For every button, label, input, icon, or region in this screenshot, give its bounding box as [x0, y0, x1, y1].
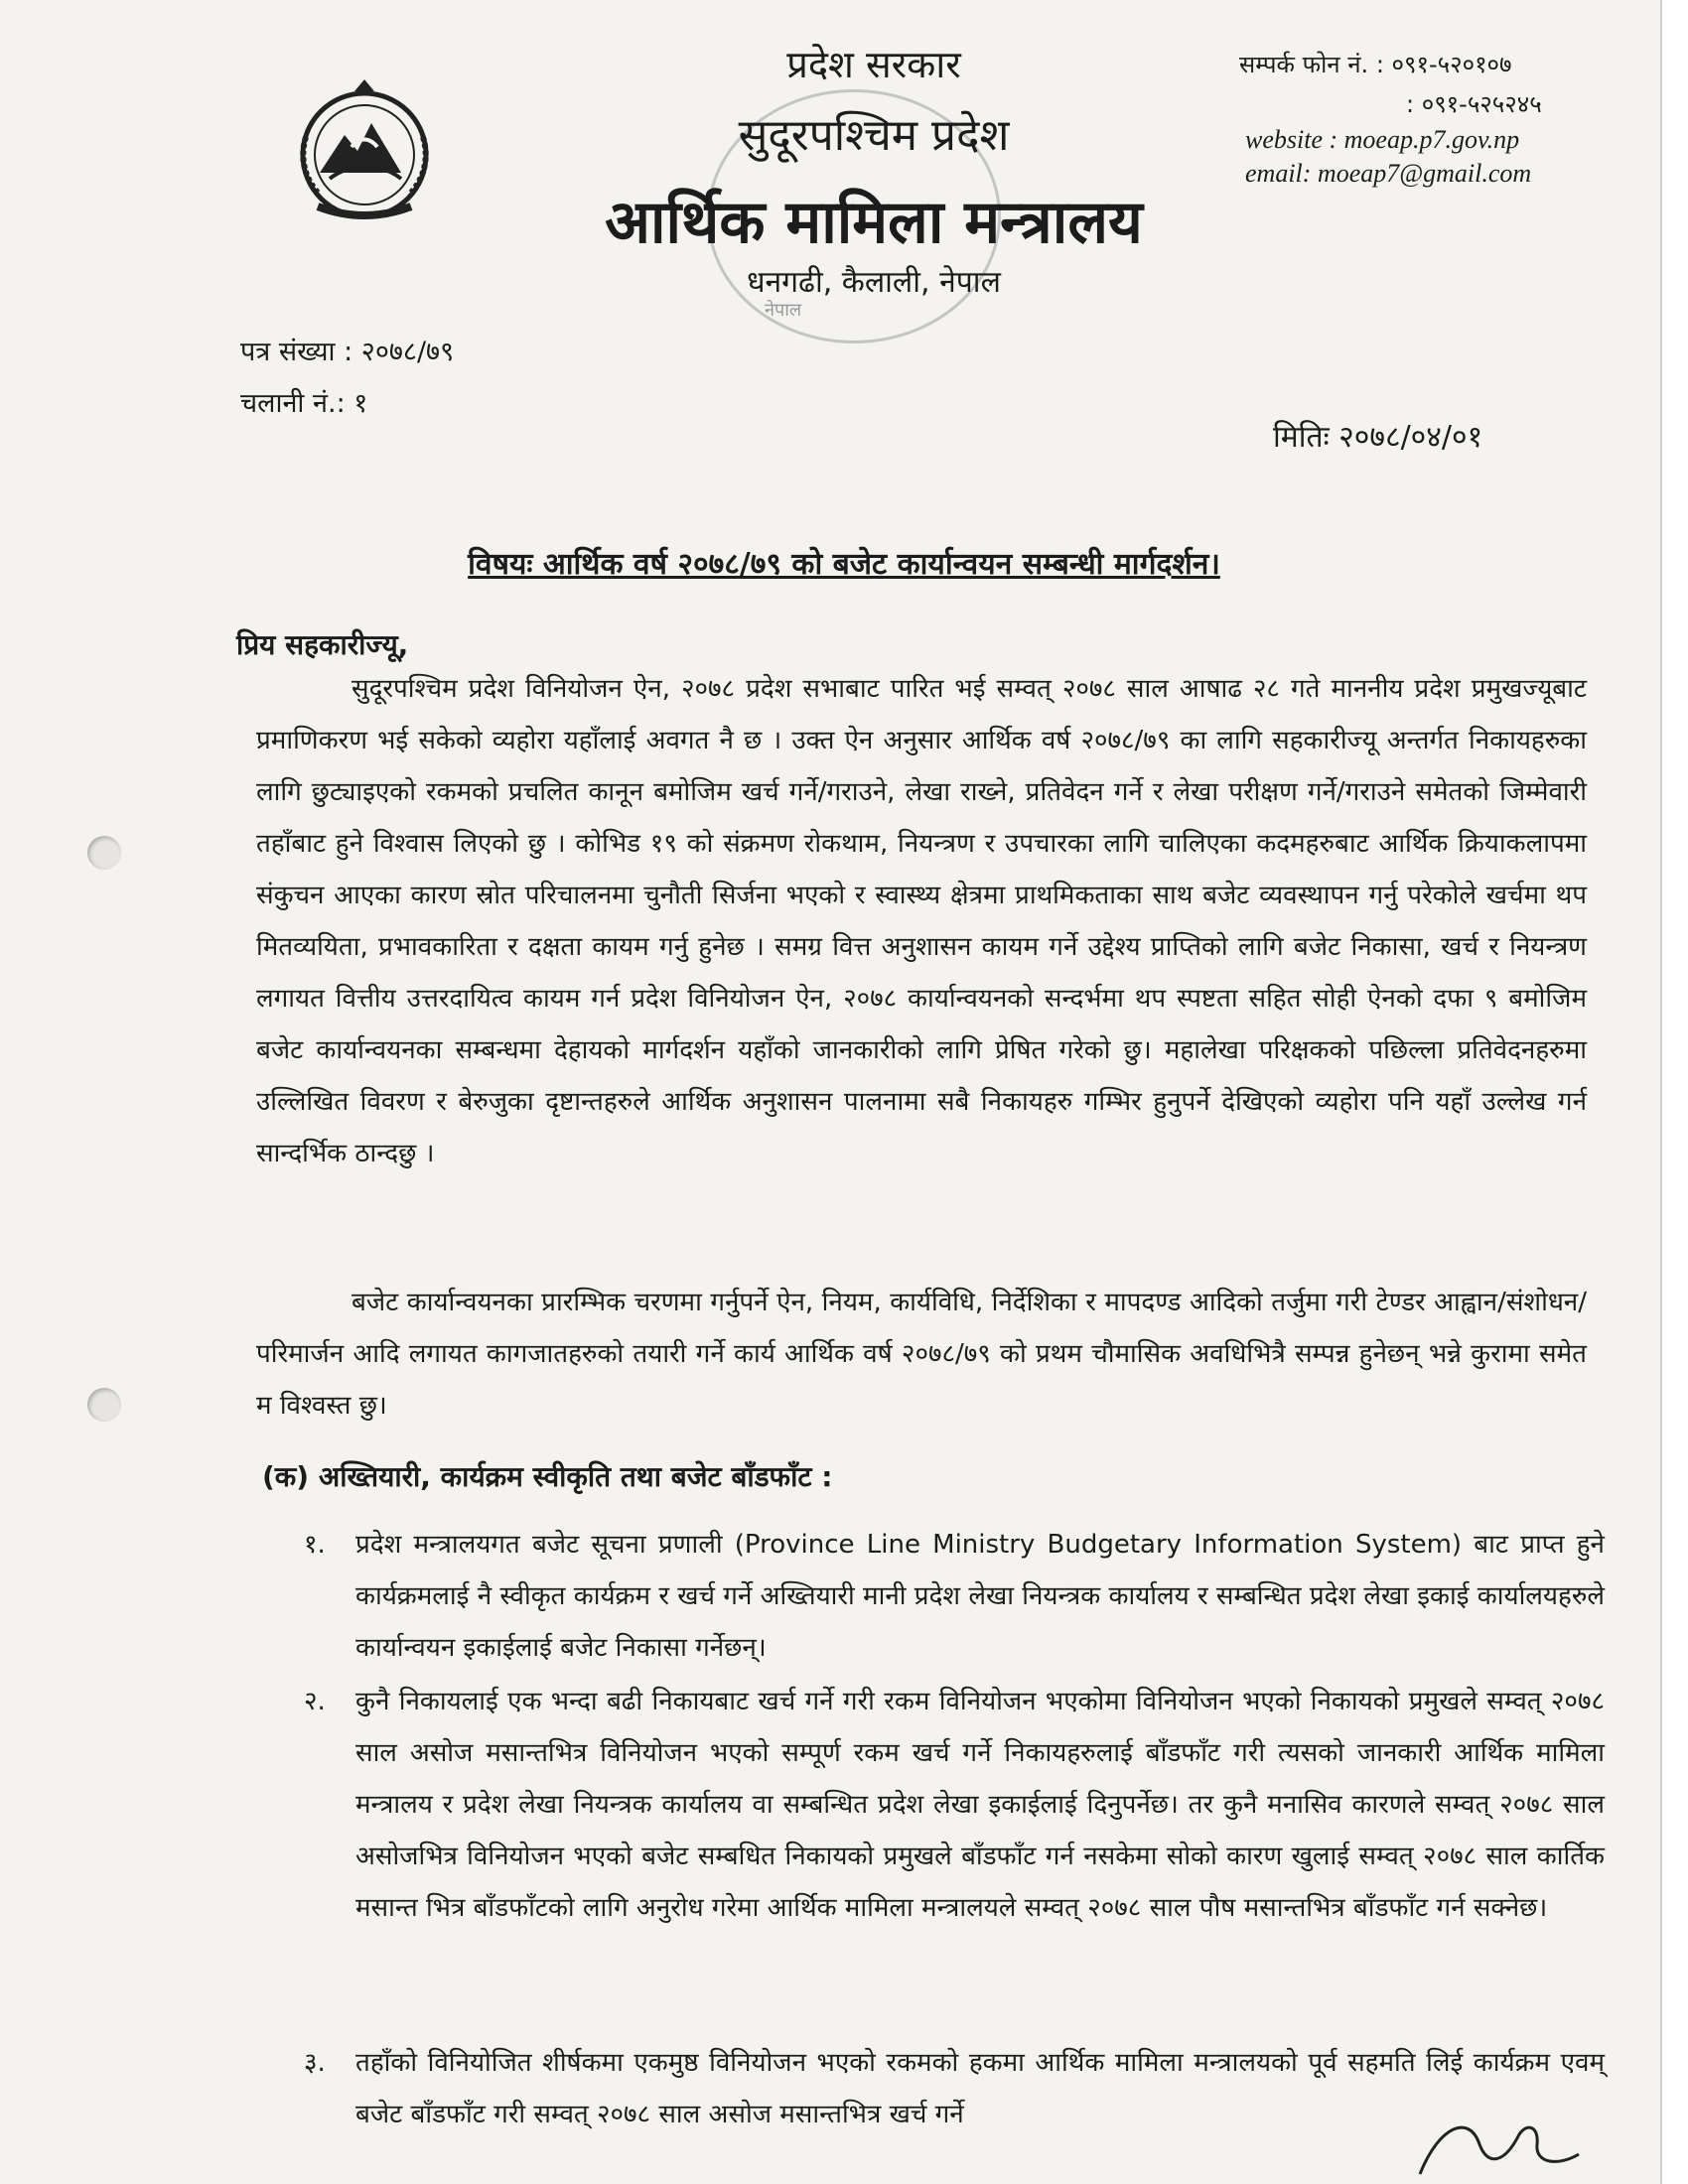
contact-phone-2: : ०९१-५२५२४५	[1406, 90, 1542, 118]
handwritten-signature-icon	[1410, 2105, 1609, 2184]
list-item	[304, 1676, 1605, 1934]
contact-email: email: moeap7@gmail.com	[1245, 159, 1532, 188]
letter-subject	[0, 542, 1688, 583]
government-name: प्रदेश सरकार	[786, 43, 961, 86]
contact-website: website : moeap.p7.gov.np	[1245, 125, 1520, 154]
dispatch-number: चलानी नं.: १	[240, 388, 368, 419]
salutation: प्रिय सहकारीज्यू,	[236, 628, 409, 661]
item-text: तहाँको विनियोजित शीर्षकमा एकमुष्ठ विनियोजन भएको रकमको हकमा आर्थिक मामिला मन्त्रालयको पूर्व सहमति लिई कार्यक्रम एवम् बजेट बाँडफाँट गरी सम्वत् २०७८ साल असोज मसान्तभित्र खर्च गर्ने	[355, 2048, 1605, 2129]
ministry-name: आर्थिक मामिला मन्त्रालय	[605, 188, 1143, 257]
item-number: २.	[304, 1687, 326, 1716]
nepal-government-emblem-icon	[290, 77, 439, 226]
province-name: सुदूरपश्चिम प्रदेश	[738, 110, 1010, 161]
scan-edge	[1660, 0, 1688, 2184]
contact-phone-1: सम्पर्क फोन नं. : ०९१-५२०१०७	[1239, 51, 1512, 78]
body-paragraph: बजेट कार्यान्वयनका प्रारम्भिक चरणमा गर्नुपर्ने ऐन, नियम, कार्यविधि, निर्देशिका र मापदण्ड आदिको तर्जुमा गरी टेण्डर आह्वान/संशोधन/परिमार्जन आदि लगायत कागजातहरुको तयारी गर्ने कार्य आर्थिक वर्ष २०७८/७९ को प्रथम चौमासिक अवधिभित्रै सम्पन्न हुनेछन् भन्ने कुरामा समेत म विश्वस्त छु।	[256, 1288, 1587, 1421]
subject-text: विषयः आर्थिक वर्ष २०७८/७९ को बजेट कार्यान्वयन सम्बन्धी मार्गदर्शन।	[468, 547, 1220, 582]
letter-number: पत्र संख्या : २०७८/७९	[240, 337, 455, 367]
office-address: धनगढी, कैलाली, नेपाल	[747, 265, 1001, 300]
punch-hole	[87, 1388, 121, 1422]
list-item	[304, 1519, 1605, 1674]
body-paragraph: सुदूरपश्चिम प्रदेश विनियोजन ऐन, २०७८ प्रदेश सभाबाट पारित भई सम्वत् २०७८ साल आषाढ २८ गते माननीय प्रदेश प्रमुखज्यूबाट प्रमाणिकरण भई सकेको व्यहोरा यहाँलाई अवगत नै छ । उक्त ऐन अनुसार आर्थिक वर्ष २०७८/७९ का लागि सहकारीज्यू अन्तर्गत निकायहरुका लागि छुट्याइएको रकमको प्रचलित कानून बमोजिम खर्च गर्ने/गराउने, लेखा राख्ने, प्रतिवेदन गर्ने र लेखा परीक्षण गर्ने/गराउने समेतको जिम्मेवारी तहाँबाट हुने विश्वास लिएको छु । कोभिड १९ को संक्रमण रोकथाम, नियन्त्रण र उपचारका लागि चालिएका कदमहरुबाट आर्थिक क्रियाकलापमा संकुचन आएका कारण स्रोत परिचालनमा चुनौती सिर्जना भएको र स्वास्थ्य क्षेत्रमा प्राथमिकताका साथ बजेट व्यवस्थापन गर्नु परेकोले खर्चमा थप मितव्ययिता, प्रभावकारिता र दक्षता कायम गर्नु हुनेछ । समग्र वित्त अनुशासन कायम गर्ने उद्देश्य प्राप्तिको लागि बजेट निकासा, खर्च र नियन्त्रण लगायत वित्तीय उत्तरदायित्व कायम गर्न प्रदेश विनियोजन ऐन, २०७८ कार्यान्वयनको सन्दर्भमा थप स्पष्टता सहित सोही ऐनको दफा ९ बमोजिम बजेट कार्यान्वयनका सम्बन्धमा देहायको मार्गदर्शन यहाँको जानकारीको लागि प्रेषित गरेको छु। महालेखा परिक्षकको पछिल्ला प्रतिवेदनहरुमा उल्लिखित विवरण र बेरुजुका दृष्टान्तहरुले आर्थिक अनुशासन पालनामा सबै निकायहरु गम्भिर हुनुपर्ने देखिएको व्यहोरा पनि यहाँ उल्लेख गर्न सान्दर्भिक ठान्दछु ।	[256, 674, 1587, 1168]
item-number: १.	[304, 1530, 326, 1560]
section-heading: (क) अख्तियारी, कार्यक्रम स्वीकृति तथा बजेट बाँडफाँट :	[262, 1460, 833, 1493]
seal-text: नेपाल	[765, 300, 802, 321]
item-text: प्रदेश मन्त्रालयगत बजेट सूचना प्रणाली (Province Line Ministry Budgetary Information System) बाट प्राप्त हुने कार्यक्रमलाई नै स्वीकृत कार्यक्रम र खर्च गर्ने अख्तियारी मानी प्रदेश लेखा नियन्त्रक कार्यालय र सम्बन्धित प्रदेश लेखा इकाई कार्यालयहरुले कार्यान्वयन इकाईलाई बजेट निकासा गर्नेछन्।	[355, 1530, 1605, 1663]
item-text: कुनै निकायलाई एक भन्दा बढी निकायबाट खर्च गर्ने गरी रकम विनियोजन भएकोमा विनियोजन भएको निकायको प्रमुखले सम्वत् २०७८ साल असोज मसान्तभित्र विनियोजन भएको सम्पूर्ण रकम खर्च गर्ने निकायहरुलाई बाँडफाँट गरी त्यसको जानकारी आर्थिक मामिला मन्त्रालय र प्रदेश लेखा नियन्त्रक कार्यालय वा सम्बन्धित प्रदेश लेखा इकाईलाई दिनुपर्नेछ। तर कुनै मनासिव कारणले सम्वत् २०७८ साल असोजभित्र विनियोजन भएको बजेट सम्बधित निकायको प्रमुखले बाँडफाँट गर्न नसकेमा सोको कारण खुलाई सम्वत् २०७८ साल कार्तिक मसान्त भित्र बाँडफाँटको लागि अनुरोध गरेमा आर्थिक मामिला मन्त्रालयले सम्वत् २०७८ साल पौष मसान्तभित्र बाँडफाँट गर्न सक्नेछ।	[355, 1687, 1605, 1923]
letter-date: मितिः २०७८/०४/०१	[1273, 420, 1483, 455]
item-number: ३.	[304, 2048, 326, 2078]
punch-hole	[87, 836, 121, 870]
